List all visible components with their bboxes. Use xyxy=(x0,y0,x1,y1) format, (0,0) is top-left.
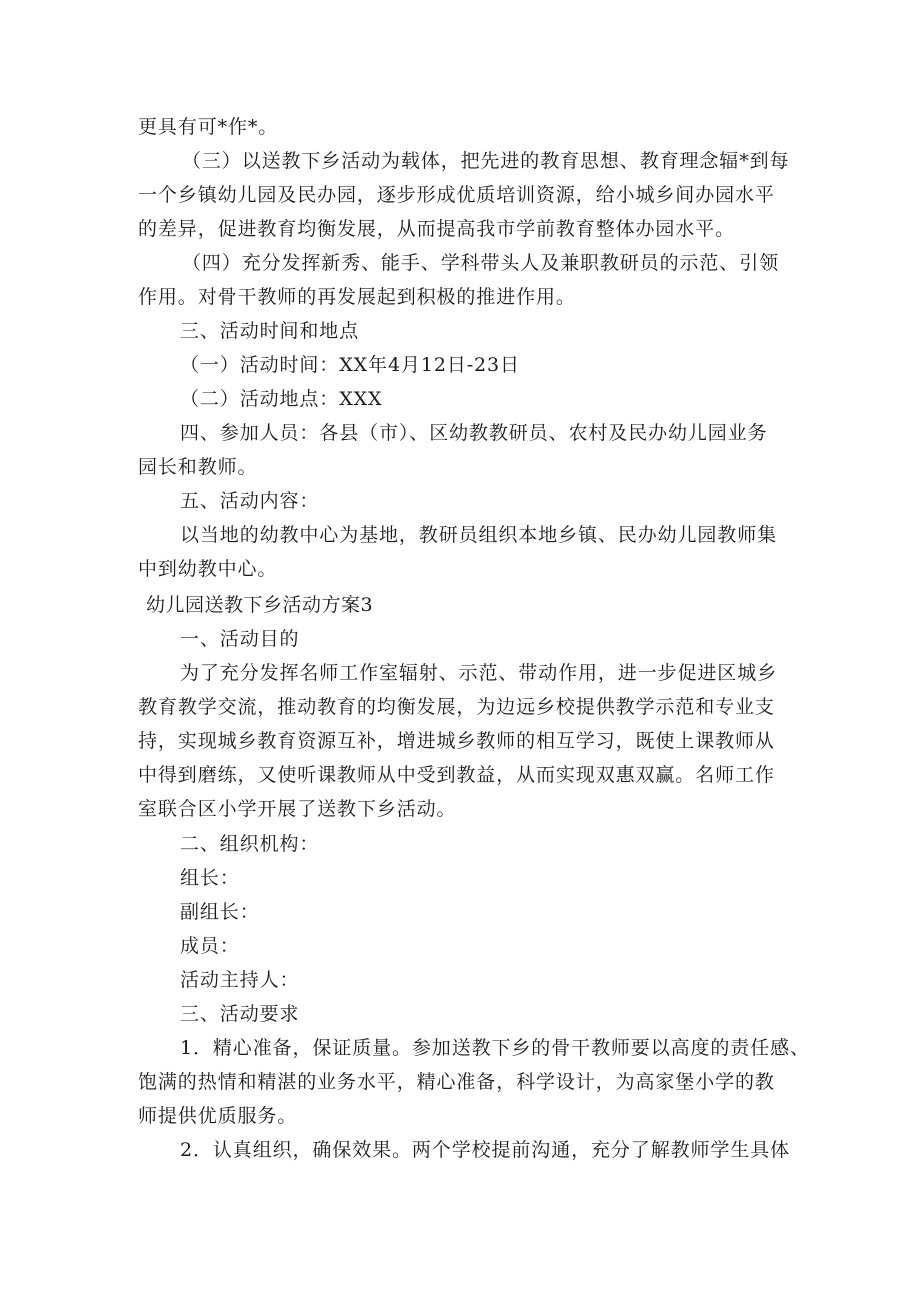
section-heading: 五、活动内容： xyxy=(180,490,320,512)
text-line: 持，实现城乡教育资源互补，增进城乡教师的相互学习，既使上课教师从 xyxy=(138,730,775,752)
text-line: （一）活动时间：XX年4月12日-23日 xyxy=(180,354,520,376)
text-line: 以当地的幼教中心为基地，教研员组织本地乡镇、民办幼儿园教师集 xyxy=(180,524,778,546)
text-line: 更具有可*作*。 xyxy=(138,116,279,138)
text-line: 中到幼教中心。 xyxy=(138,558,278,580)
text-line: 成员： xyxy=(180,935,240,957)
section-heading: 二、组织机构： xyxy=(180,833,320,855)
section-heading: 一、活动目的 xyxy=(180,628,300,650)
text-line: 作用。对骨干教师的再发展起到积极的推进作用。 xyxy=(138,286,576,308)
text-line: 组长： xyxy=(180,867,240,889)
text-line: 2．认真组织，确保效果。两个学校提前沟通，充分了解教师学生具体 xyxy=(180,1139,790,1161)
text-line: 副组长： xyxy=(180,901,260,923)
text-line: 园长和教师。 xyxy=(138,456,258,478)
section-heading: 三、活动要求 xyxy=(180,1003,300,1025)
text-line: 的差异，促进教育均衡发展，从而提高我市学前教育整体办园水平。 xyxy=(138,218,736,240)
section-heading: 四、参加人员：各县（市）、区幼教教研员、农村及民办幼儿园业务 xyxy=(180,422,768,444)
text-line: 为了充分发挥名师工作室辐射、示范、带动作用，进一步促进区城乡 xyxy=(180,662,778,684)
text-line: 师提供优质服务。 xyxy=(138,1105,298,1127)
text-line: 教育教学交流，推动教育的均衡发展，为边远乡校提供教学示范和专业支 xyxy=(138,696,775,718)
text-line: （四）充分发挥新秀、能手、学科带头人及兼职教研员的示范、引领 xyxy=(182,252,780,274)
text-line: 饱满的热情和精湛的业务水平，精心准备，科学设计，为高家堡小学的教 xyxy=(138,1071,775,1093)
text-line: （三）以送教下乡活动为载体，把先进的教育思想、教育理念辐*到每 xyxy=(182,150,790,172)
text-line: 活动主持人： xyxy=(180,969,300,991)
text-line: 室联合区小学开展了送教下乡活动。 xyxy=(138,798,457,820)
text-line: 1．精心准备，保证质量。参加送教下乡的骨干教师要以高度的责任感、 xyxy=(180,1037,810,1059)
document-subtitle: 幼儿园送教下乡活动方案3 xyxy=(146,594,374,616)
text-line: 中得到磨练，又使听课教师从中受到教益，从而实现双惠双赢。名师工作 xyxy=(138,764,775,786)
text-line: 一个乡镇幼儿园及民办园，逐步形成优质培训资源，给小城乡间办园水平 xyxy=(138,184,775,206)
section-heading: 三、活动时间和地点 xyxy=(180,320,360,342)
text-line: （二）活动地点：XXX xyxy=(180,388,383,410)
